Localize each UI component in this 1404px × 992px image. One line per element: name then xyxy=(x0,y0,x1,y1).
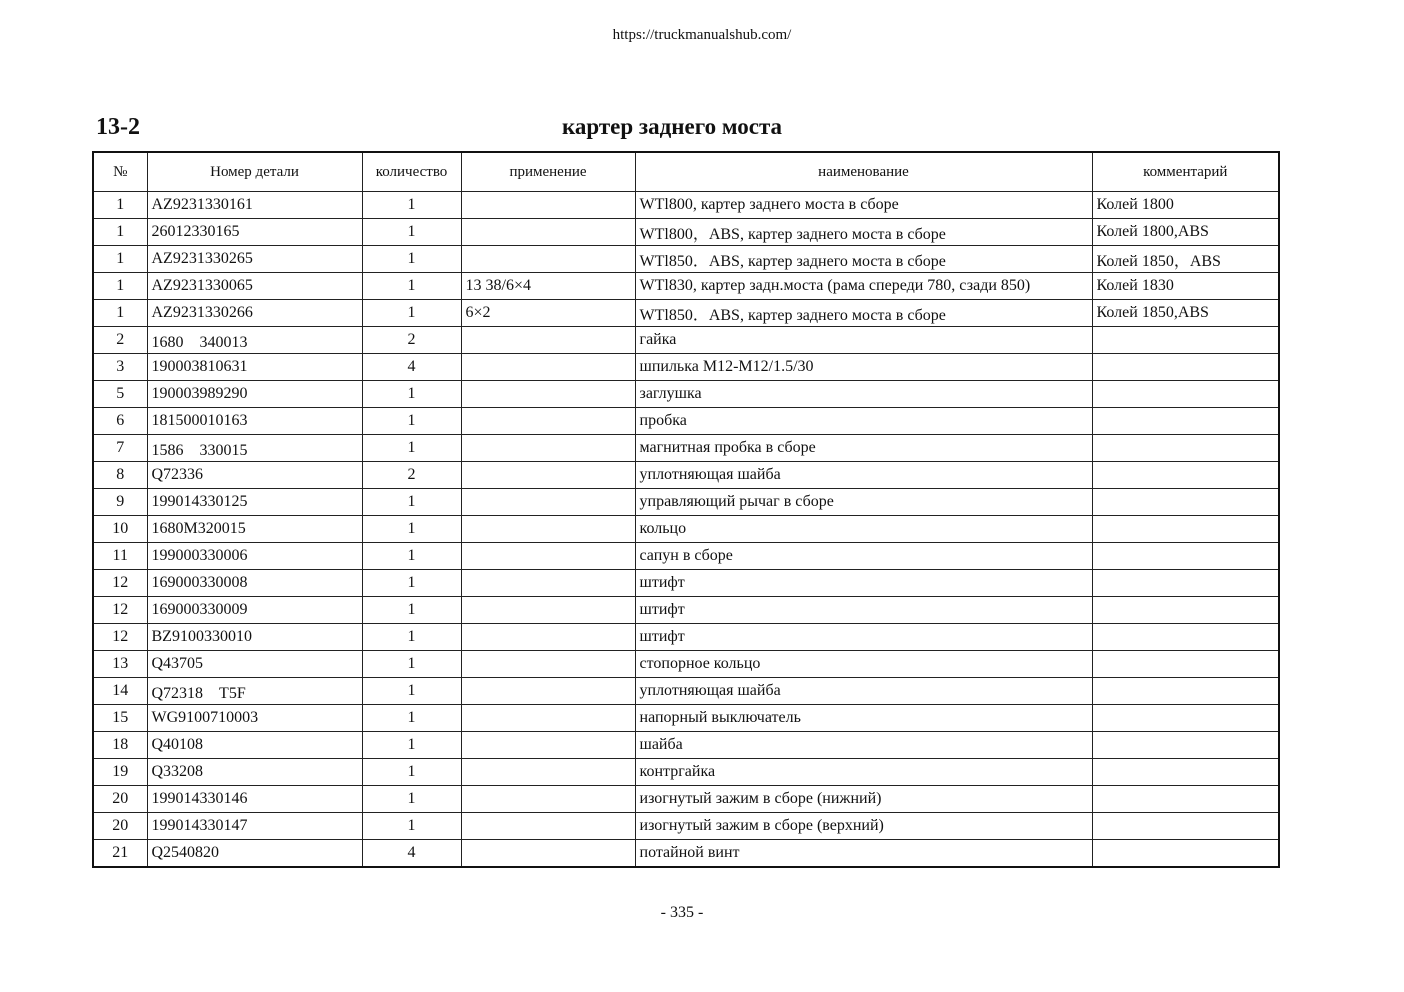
cell-application xyxy=(461,327,635,354)
cell-number: 18 xyxy=(93,732,147,759)
cell-application xyxy=(461,381,635,408)
cell-part-number: 26012330165 xyxy=(147,219,362,246)
cell-comment: Колей 1850,ABS xyxy=(1092,300,1279,327)
cell-part-number: 1680 340013 xyxy=(147,327,362,354)
cell-name: WTl800，ABS, картер заднего моста в сборе xyxy=(635,219,1092,246)
cell-comment xyxy=(1092,489,1279,516)
cell-application xyxy=(461,543,635,570)
cell-quantity: 1 xyxy=(362,408,461,435)
cell-name: гайка xyxy=(635,327,1092,354)
cell-application xyxy=(461,489,635,516)
cell-application: 6×2 xyxy=(461,300,635,327)
cell-comment xyxy=(1092,570,1279,597)
cell-part-number: 181500010163 xyxy=(147,408,362,435)
cell-comment xyxy=(1092,597,1279,624)
cell-number: 5 xyxy=(93,381,147,408)
cell-part-number: 199014330147 xyxy=(147,813,362,840)
cell-comment: Колей 1800,ABS xyxy=(1092,219,1279,246)
page-title: картер заднего моста xyxy=(561,114,783,139)
cell-name: WTl850．ABS, картер заднего моста в сборе xyxy=(635,246,1092,273)
cell-name: изогнутый зажим в сборе (нижний) xyxy=(635,786,1092,813)
cell-application xyxy=(461,624,635,651)
cell-number: 1 xyxy=(93,300,147,327)
table-row xyxy=(93,462,1279,489)
table-row xyxy=(93,192,1279,219)
cell-quantity: 1 xyxy=(362,489,461,516)
section-number: 13-2 xyxy=(96,114,140,140)
cell-part-number: AZ9231330265 xyxy=(147,246,362,273)
cell-part-number: Q2540820 xyxy=(147,840,362,868)
table-row xyxy=(93,651,1279,678)
cell-part-number: 1586 330015 xyxy=(147,435,362,462)
cell-name: магнитная пробка в сборе xyxy=(635,435,1092,462)
cell-number: 3 xyxy=(93,354,147,381)
cell-number: 13 xyxy=(93,651,147,678)
cell-comment xyxy=(1092,786,1279,813)
cell-comment xyxy=(1092,381,1279,408)
cell-application xyxy=(461,408,635,435)
cell-name: кольцо xyxy=(635,516,1092,543)
table-row xyxy=(93,489,1279,516)
cell-comment: Колей 1800 xyxy=(1092,192,1279,219)
table-row xyxy=(93,813,1279,840)
table-row xyxy=(93,543,1279,570)
col-header-comment: комментарий xyxy=(1092,152,1279,192)
cell-part-number: 199014330146 xyxy=(147,786,362,813)
cell-application xyxy=(461,435,635,462)
cell-comment xyxy=(1092,408,1279,435)
cell-name: потайной винт xyxy=(635,840,1092,868)
cell-name: штифт xyxy=(635,624,1092,651)
table-row xyxy=(93,786,1279,813)
cell-quantity: 1 xyxy=(362,732,461,759)
cell-comment xyxy=(1092,435,1279,462)
cell-comment xyxy=(1092,732,1279,759)
table-row xyxy=(93,732,1279,759)
cell-quantity: 1 xyxy=(362,435,461,462)
cell-part-number: 199014330125 xyxy=(147,489,362,516)
cell-name: уплотняющая шайба xyxy=(635,678,1092,705)
cell-application xyxy=(461,786,635,813)
col-header-number: № xyxy=(93,152,147,192)
cell-name: управляющий рычаг в сборе xyxy=(635,489,1092,516)
cell-number: 12 xyxy=(93,597,147,624)
table-row xyxy=(93,300,1279,327)
cell-part-number: BZ9100330010 xyxy=(147,624,362,651)
cell-application xyxy=(461,462,635,489)
cell-number: 11 xyxy=(93,543,147,570)
cell-quantity: 1 xyxy=(362,678,461,705)
cell-number: 1 xyxy=(93,219,147,246)
col-header-part-number: Номер детали xyxy=(147,152,362,192)
cell-comment xyxy=(1092,678,1279,705)
cell-number: 14 xyxy=(93,678,147,705)
cell-part-number: Q72336 xyxy=(147,462,362,489)
cell-number: 1 xyxy=(93,246,147,273)
cell-application xyxy=(461,705,635,732)
cell-quantity: 2 xyxy=(362,462,461,489)
cell-application xyxy=(461,651,635,678)
cell-part-number: 1680M320015 xyxy=(147,516,362,543)
table-row xyxy=(93,381,1279,408)
table-row xyxy=(93,435,1279,462)
cell-number: 10 xyxy=(93,516,147,543)
cell-quantity: 1 xyxy=(362,516,461,543)
cell-part-number: 169000330009 xyxy=(147,597,362,624)
cell-application xyxy=(461,219,635,246)
cell-name: заглушка xyxy=(635,381,1092,408)
cell-quantity: 1 xyxy=(362,651,461,678)
cell-quantity: 1 xyxy=(362,813,461,840)
cell-part-number: 169000330008 xyxy=(147,570,362,597)
cell-comment xyxy=(1092,624,1279,651)
cell-quantity: 1 xyxy=(362,381,461,408)
cell-comment: Колей 1830 xyxy=(1092,273,1279,300)
cell-part-number: Q40108 xyxy=(147,732,362,759)
cell-quantity: 1 xyxy=(362,705,461,732)
table-header-row xyxy=(93,152,1279,192)
cell-part-number: 199000330006 xyxy=(147,543,362,570)
cell-application xyxy=(461,813,635,840)
cell-number: 2 xyxy=(93,327,147,354)
source-url: https://truckmanualshub.com/ xyxy=(612,27,792,43)
cell-name: штифт xyxy=(635,597,1092,624)
cell-part-number: AZ9231330161 xyxy=(147,192,362,219)
cell-application xyxy=(461,516,635,543)
cell-name: сапун в сборе xyxy=(635,543,1092,570)
cell-name: напорный выключатель xyxy=(635,705,1092,732)
cell-quantity: 1 xyxy=(362,273,461,300)
cell-number: 12 xyxy=(93,570,147,597)
cell-number: 6 xyxy=(93,408,147,435)
cell-name: стопорное кольцо xyxy=(635,651,1092,678)
cell-comment: Колей 1850，ABS xyxy=(1092,246,1279,273)
cell-quantity: 1 xyxy=(362,624,461,651)
cell-name: контргайка xyxy=(635,759,1092,786)
col-header-application: применение xyxy=(461,152,635,192)
cell-name: пробка xyxy=(635,408,1092,435)
cell-number: 9 xyxy=(93,489,147,516)
table-row xyxy=(93,354,1279,381)
cell-number: 1 xyxy=(93,192,147,219)
cell-name: шпилька M12-M12/1.5/30 xyxy=(635,354,1092,381)
cell-name: шайба xyxy=(635,732,1092,759)
cell-quantity: 1 xyxy=(362,192,461,219)
cell-number: 15 xyxy=(93,705,147,732)
cell-quantity: 1 xyxy=(362,570,461,597)
table-row xyxy=(93,678,1279,705)
cell-comment xyxy=(1092,516,1279,543)
cell-application xyxy=(461,354,635,381)
cell-number: 7 xyxy=(93,435,147,462)
col-header-name: наименование xyxy=(635,152,1092,192)
cell-name: WTl800, картер заднего моста в сборе xyxy=(635,192,1092,219)
cell-part-number: 190003810631 xyxy=(147,354,362,381)
cell-quantity: 1 xyxy=(362,246,461,273)
cell-part-number: Q72318 T5F xyxy=(147,678,362,705)
cell-comment xyxy=(1092,813,1279,840)
table-row xyxy=(93,408,1279,435)
cell-name: уплотняющая шайба xyxy=(635,462,1092,489)
cell-part-number: WG9100710003 xyxy=(147,705,362,732)
cell-part-number: 190003989290 xyxy=(147,381,362,408)
cell-comment xyxy=(1092,354,1279,381)
cell-application xyxy=(461,570,635,597)
cell-application xyxy=(461,759,635,786)
cell-application xyxy=(461,192,635,219)
cell-quantity: 1 xyxy=(362,786,461,813)
cell-application xyxy=(461,732,635,759)
table-row xyxy=(93,516,1279,543)
cell-name: WTl850．ABS, картер заднего моста в сборе xyxy=(635,300,1092,327)
cell-quantity: 1 xyxy=(362,300,461,327)
table-row xyxy=(93,759,1279,786)
table-row xyxy=(93,273,1279,300)
cell-comment xyxy=(1092,705,1279,732)
page-number: - 335 - xyxy=(660,904,704,921)
table-body xyxy=(93,192,1279,868)
cell-number: 19 xyxy=(93,759,147,786)
cell-quantity: 1 xyxy=(362,759,461,786)
cell-name: штифт xyxy=(635,570,1092,597)
cell-number: 21 xyxy=(93,840,147,868)
cell-number: 20 xyxy=(93,786,147,813)
table-row xyxy=(93,624,1279,651)
cell-number: 12 xyxy=(93,624,147,651)
table-row xyxy=(93,219,1279,246)
cell-quantity: 2 xyxy=(362,327,461,354)
cell-application xyxy=(461,246,635,273)
cell-quantity: 1 xyxy=(362,597,461,624)
cell-comment xyxy=(1092,327,1279,354)
cell-part-number: AZ9231330266 xyxy=(147,300,362,327)
cell-name: WTl830, картер задн.моста (рама спереди 780, сзади 850) xyxy=(635,273,1092,300)
table-row xyxy=(93,840,1279,868)
cell-comment xyxy=(1092,840,1279,868)
cell-application xyxy=(461,597,635,624)
col-header-quantity: количество xyxy=(362,152,461,192)
table-row xyxy=(93,327,1279,354)
parts-table xyxy=(92,151,1280,868)
table-row xyxy=(93,597,1279,624)
cell-part-number: Q33208 xyxy=(147,759,362,786)
cell-comment xyxy=(1092,651,1279,678)
cell-name: изогнутый зажим в сборе (верхний) xyxy=(635,813,1092,840)
cell-part-number: Q43705 xyxy=(147,651,362,678)
cell-quantity: 4 xyxy=(362,354,461,381)
cell-application xyxy=(461,840,635,868)
cell-comment xyxy=(1092,462,1279,489)
table-row xyxy=(93,705,1279,732)
table-row xyxy=(93,570,1279,597)
cell-quantity: 1 xyxy=(362,543,461,570)
cell-comment xyxy=(1092,543,1279,570)
cell-quantity: 1 xyxy=(362,219,461,246)
cell-part-number: AZ9231330065 xyxy=(147,273,362,300)
cell-comment xyxy=(1092,759,1279,786)
cell-application: 13 38/6×4 xyxy=(461,273,635,300)
cell-quantity: 4 xyxy=(362,840,461,868)
cell-application xyxy=(461,678,635,705)
table-row xyxy=(93,246,1279,273)
cell-number: 1 xyxy=(93,273,147,300)
cell-number: 8 xyxy=(93,462,147,489)
cell-number: 20 xyxy=(93,813,147,840)
